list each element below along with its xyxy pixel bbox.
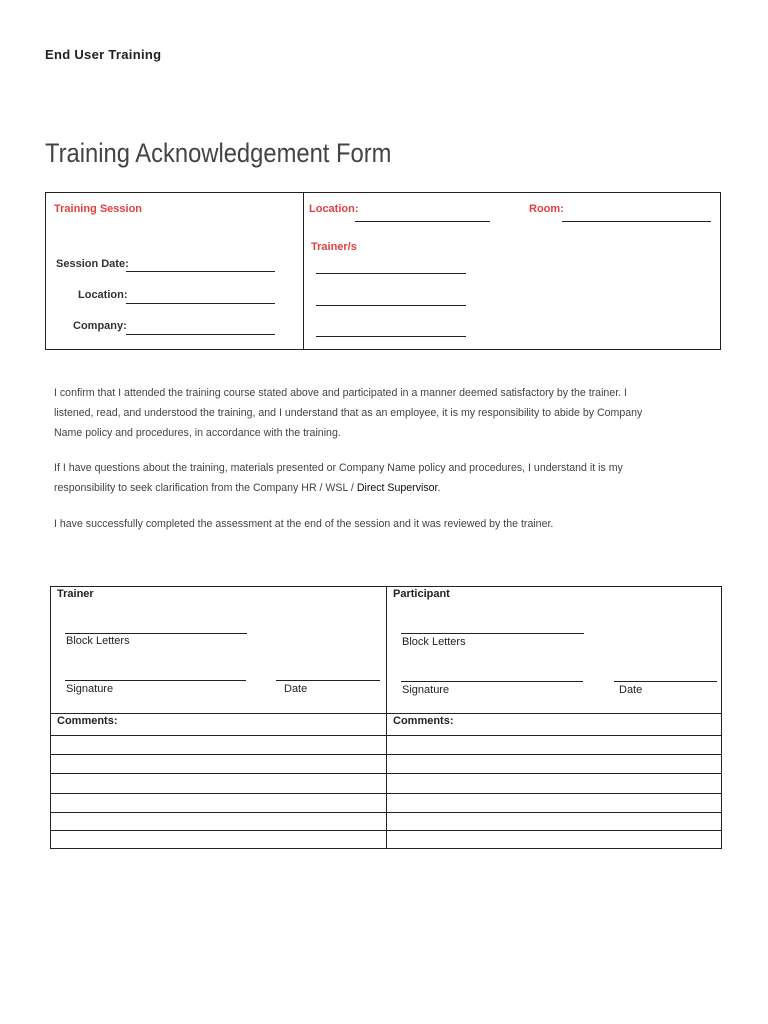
acknowledgement-paragraph-3: I have successfully completed the assessment at the end of the session and it was reviewed by the trainer.	[54, 518, 554, 530]
participant-signature-field[interactable]	[401, 681, 583, 682]
company-field[interactable]	[126, 334, 275, 335]
trainer-date-field[interactable]	[276, 680, 380, 681]
room-label: Room:	[529, 203, 564, 215]
trainer-signature-label: Signature	[66, 683, 114, 695]
comment-row-rule[interactable]	[50, 773, 722, 774]
participant-date-field[interactable]	[614, 681, 717, 682]
training-session-label: Training Session	[54, 203, 143, 215]
form-title: Training Acknowledgement Form	[45, 138, 392, 168]
para1-line1: I confirm that I attended the training course stated above and participated in a manner deemed satisfactory by the trainer. I	[54, 387, 627, 399]
location-field[interactable]	[126, 303, 275, 304]
participant-comments-label: Comments:	[393, 715, 454, 727]
location-right-label: Location:	[309, 203, 359, 215]
signature-box-divider	[386, 586, 387, 849]
trainer-signature-field[interactable]	[65, 680, 246, 681]
trainer-comments-label: Comments:	[57, 715, 118, 727]
comment-row-rule[interactable]	[50, 793, 722, 794]
para2-line1: If I have questions about the training, materials presented or Company Name policy and procedures, I understand it is my	[54, 462, 623, 474]
location-label: Location:	[78, 289, 128, 301]
participant-block-letters-field[interactable]	[401, 633, 584, 634]
session-date-field[interactable]	[126, 271, 275, 272]
comment-row-rule[interactable]	[50, 812, 722, 813]
trainer-field-3[interactable]	[316, 336, 466, 337]
participant-block-letters-label: Block Letters	[402, 636, 466, 648]
acknowledgement-paragraph-1	[54, 383, 714, 443]
trainer-date-label: Date	[284, 683, 308, 695]
trainer-block-letters-field[interactable]	[65, 633, 247, 634]
para1-line3: Name policy and procedures, in accordance with the training.	[54, 427, 341, 439]
trainer-field-1[interactable]	[316, 273, 466, 274]
participant-signature-label: Signature	[402, 684, 450, 696]
session-date-label: Session Date:	[56, 258, 129, 270]
company-label: Company:	[73, 320, 127, 332]
para2-line2	[54, 478, 714, 498]
session-box-divider	[303, 192, 304, 350]
comments-top-rule	[50, 713, 722, 714]
trainer-heading: Trainer	[57, 588, 94, 600]
direct-supervisor-text: Direct Supervisor	[356, 482, 438, 494]
trainer-field-2[interactable]	[316, 305, 466, 306]
comment-row-rule[interactable]	[50, 830, 722, 831]
participant-date-label: Date	[619, 684, 643, 696]
trainers-label: Trainer/s	[311, 241, 357, 253]
para2-line2-suffix: .	[437, 482, 441, 494]
acknowledgement-paragraph-2	[54, 458, 714, 498]
room-field[interactable]	[562, 221, 711, 222]
comment-row-rule[interactable]	[50, 735, 722, 736]
trainer-block-letters-label: Block Letters	[66, 635, 130, 647]
document-header: End User Training	[45, 47, 162, 62]
participant-heading: Participant	[393, 588, 450, 600]
para2-line2-prefix: responsibility to seek clarification from the Company HR / WSL /	[54, 482, 357, 494]
para1-line2: listened, read, and understood the training, and I understand that as an employee, it is my responsibility to abide by Company	[54, 407, 643, 419]
comment-row-rule[interactable]	[50, 754, 722, 755]
location-right-field[interactable]	[355, 221, 490, 222]
